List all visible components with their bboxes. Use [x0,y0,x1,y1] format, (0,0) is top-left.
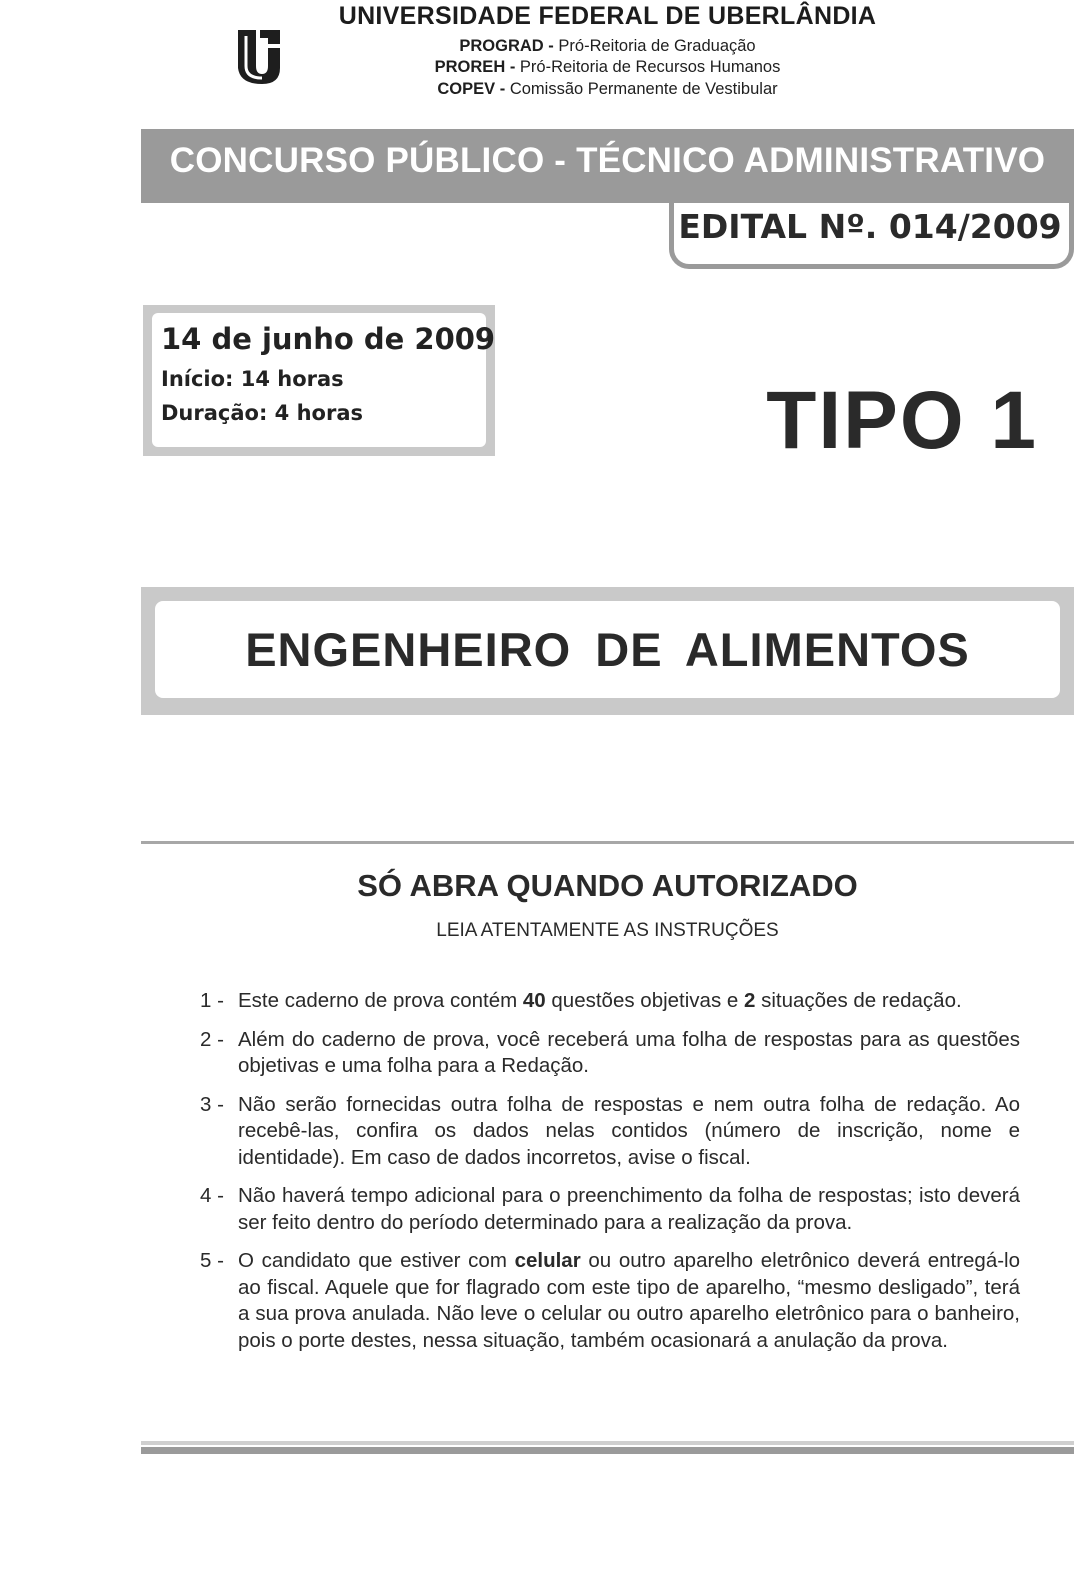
job-title: ENGENHEIRO DE ALIMENTOS [245,623,970,676]
university-logo-icon [232,26,286,88]
instruction-item [200,1027,1020,1080]
edital-number: EDITAL Nº. 014/2009 [678,207,1062,246]
instruction-text: Não haverá tempo adicional para o preenchimento da folha de respostas; isto deverá ser feito dentro do período determinado para a realização da prova. [238,1184,1020,1234]
exam-duration: Duração: 4 horas [161,401,363,425]
department-name: Pró-Reitoria de Recursos Humanos [519,58,781,76]
department-line [300,37,915,56]
department-abbr: PROGRAD - [459,37,554,55]
text-run: questões objetivas e [545,989,744,1012]
text-run: Este caderno de prova contém [238,989,523,1012]
warning-title: SÓ ABRA QUANDO AUTORIZADO [357,868,858,903]
exam-start-time: Início: 14 horas [161,367,344,391]
instruction-item [200,1183,1020,1236]
instruction-text [238,1248,1020,1354]
department-abbr: PROREH - [434,58,516,76]
university-name: UNIVERSIDADE FEDERAL DE UBERLÂNDIA [338,2,877,30]
instruction-number: 2 - [200,1027,224,1051]
instructions-list [200,988,1020,1366]
highlight: 40 [522,989,546,1012]
department-line [300,80,915,99]
highlight: 2 [744,989,756,1012]
instruction-item [200,1248,1020,1354]
department-line [300,58,915,77]
exam-banner-title: CONCURSO PÚBLICO - TÉCNICO ADMINISTRATIVO [169,141,1046,180]
instruction-number: 1 - [200,989,224,1012]
text-run: ou outro aparelho eletrônico deverá entregá-lo ao fiscal. Aquele que for flagrado com este tipo de aparelho, “mesmo desligado”, terá a sua prova anulada. Não leve o celular ou outro aparelho eletrônico para o banheiro, pois o porte destes, nessa situação, também ocasionará a anulação da prova. [238,1249,1021,1352]
department-name: Pró-Reitoria de Graduação [558,37,756,55]
instruction-number: 3 - [200,1092,224,1116]
instruction-text: Além do caderno de prova, você receberá uma folha de respostas para as questões objetivas e uma folha para a Redação. [238,1027,1020,1077]
exam-date: 14 de junho de 2009 [161,322,496,356]
warning-subtitle: LEIA ATENTAMENTE AS INSTRUÇÕES [436,920,779,941]
highlight: celular [514,1249,581,1272]
department-name: Comissão Permanente de Vestibular [509,80,778,98]
instruction-number: 4 - [200,1184,224,1207]
instruction-text [238,988,1020,1015]
instruction-number: 5 - [200,1249,224,1272]
text-run: situações de redação. [755,989,962,1012]
instruction-item [200,988,1020,1015]
divider [141,1447,1074,1454]
divider [141,1441,1074,1445]
text-run: O candidato que estiver com [238,1249,515,1272]
exam-type: TIPO 1 [766,375,1038,466]
instruction-item [200,1092,1020,1172]
department-abbr: COPEV - [437,80,506,98]
divider [141,841,1074,844]
instruction-text: Não serão fornecidas outra folha de respostas e nem outra folha de redação. Ao recebê-las, confira os dados nelas contidos (número de inscrição, nome e identidade). Em caso de dados incorretos, avise o fiscal. [238,1092,1020,1169]
